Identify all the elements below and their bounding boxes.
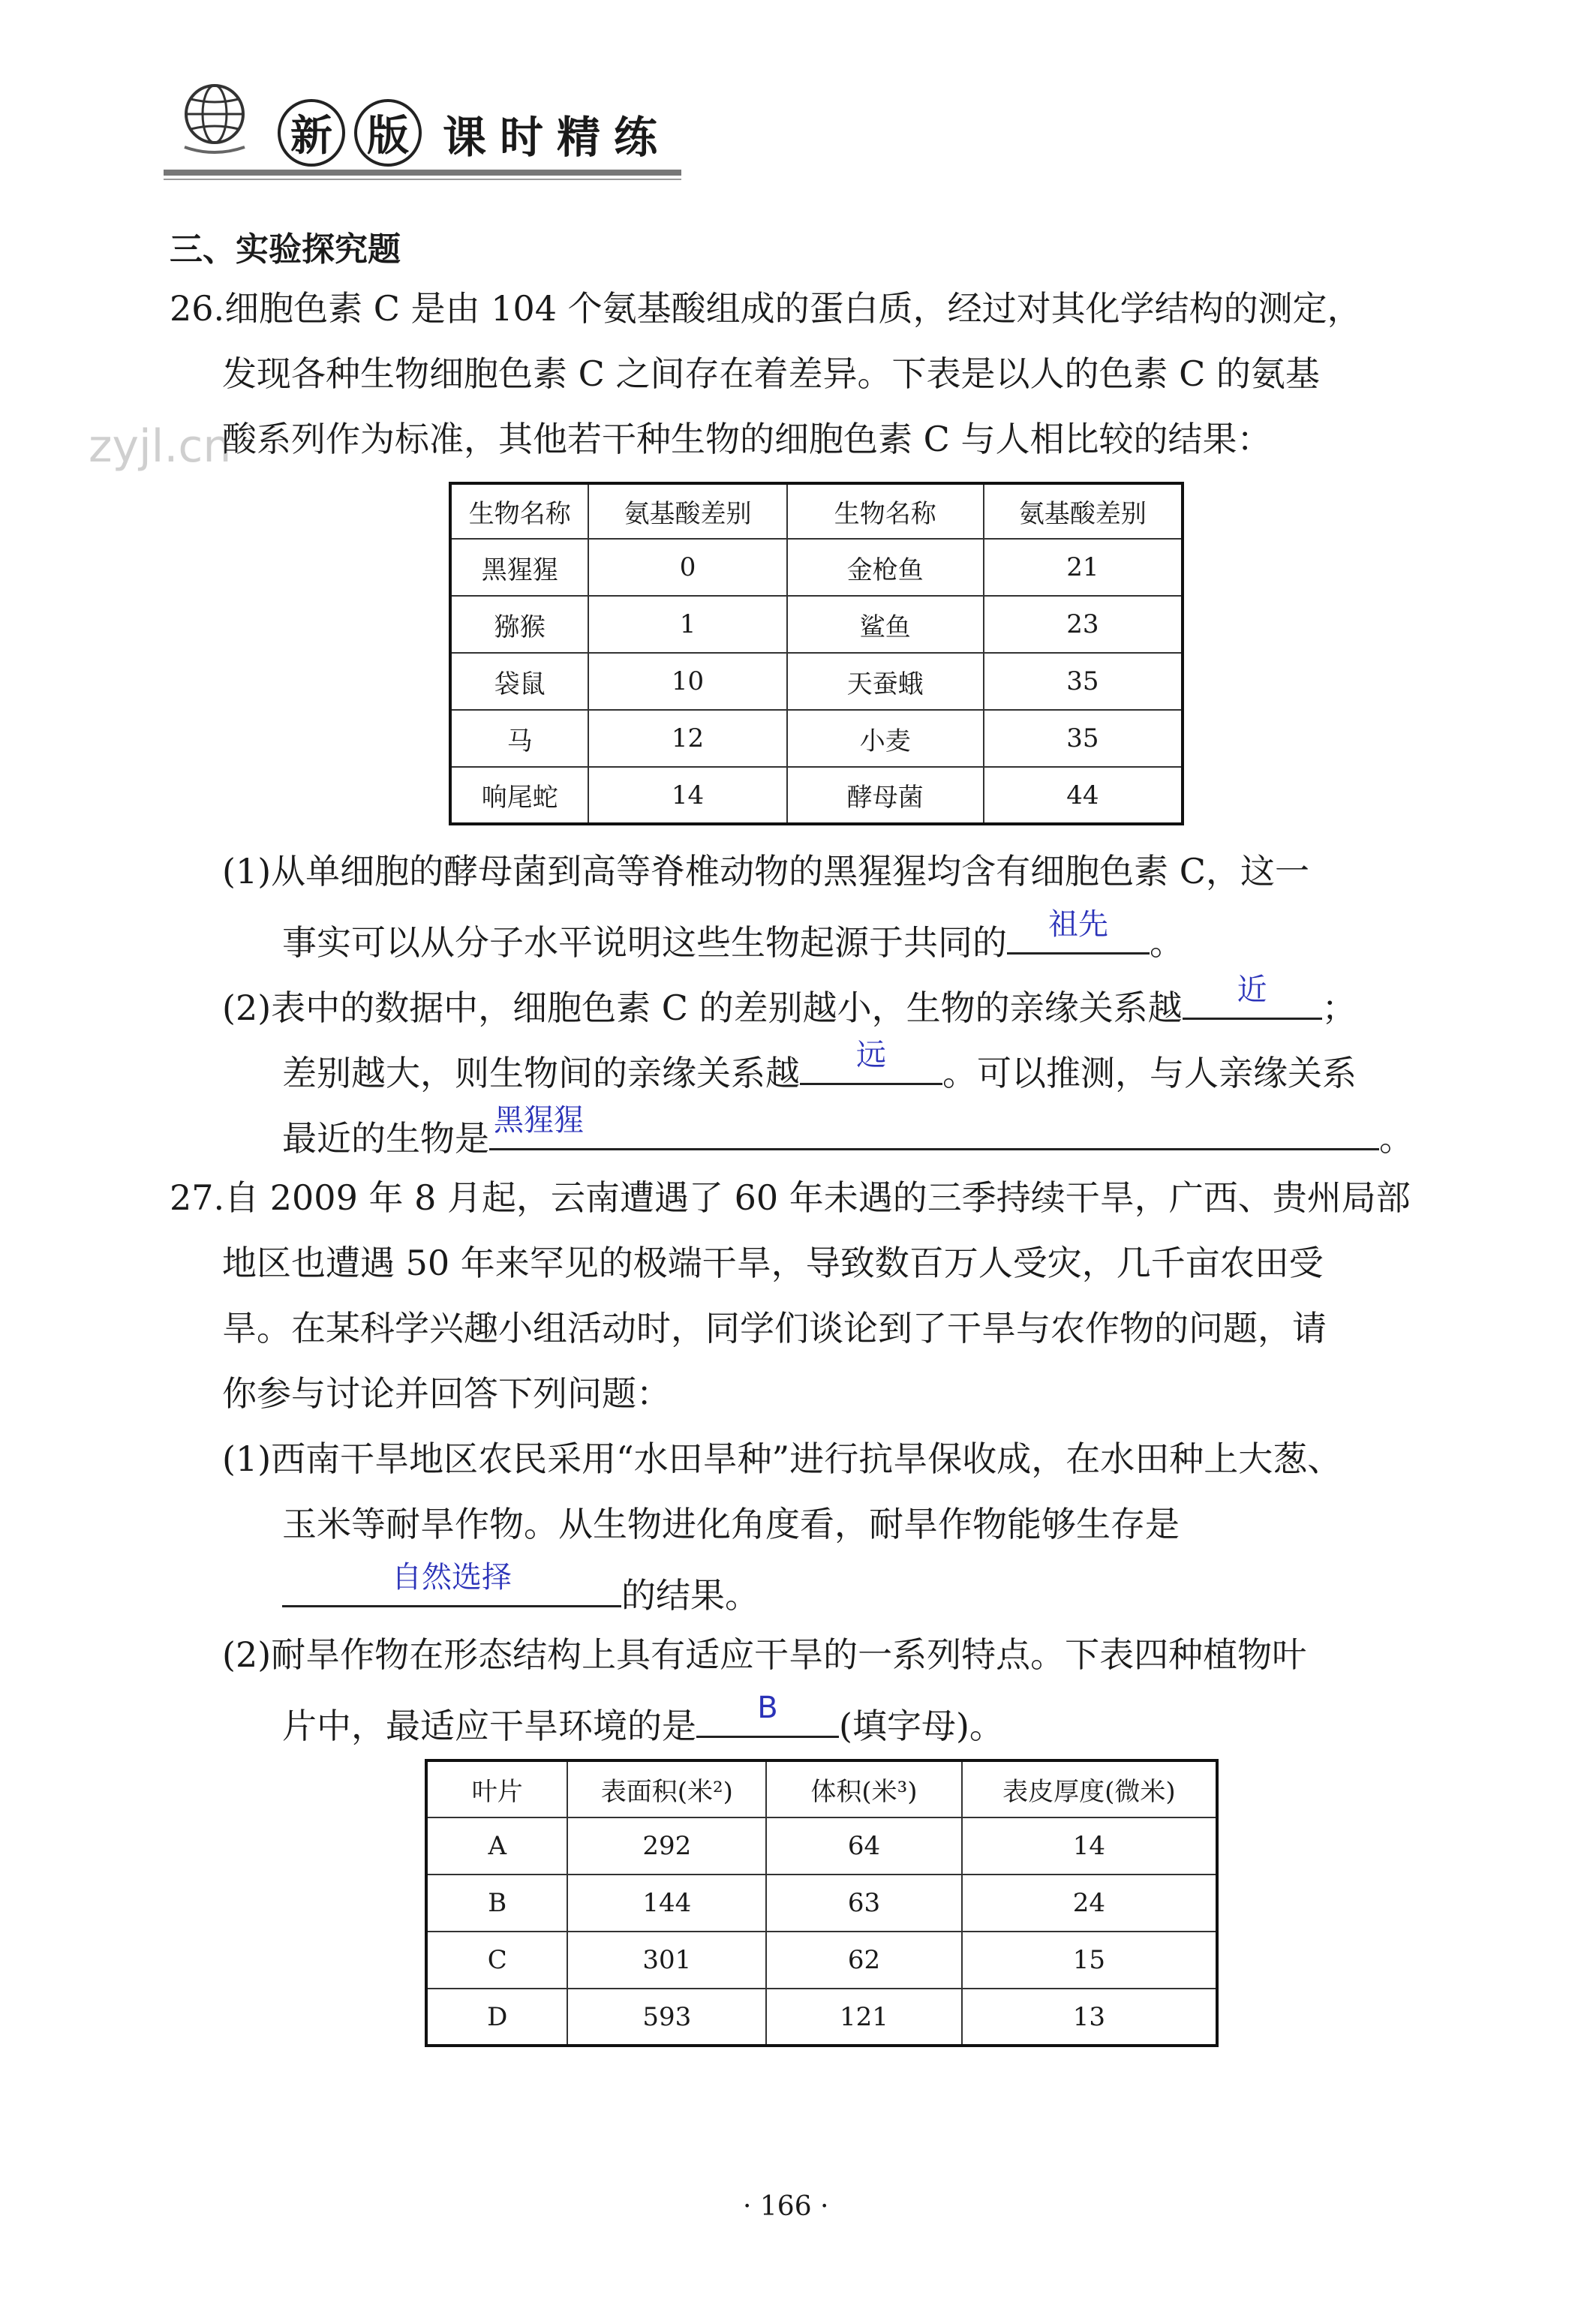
- table-cell: 24: [962, 1875, 1217, 1932]
- table-cell: 593: [567, 1989, 766, 2046]
- q27-sub2-text: 片中，最适应干旱环境的是: [282, 1706, 696, 1746]
- q26-sub2-text-1: (2)表中的数据中，细胞色素 C 的差别越小，生物的亲缘关系越: [222, 988, 1183, 1028]
- table-cell: 35: [984, 653, 1183, 710]
- q26-sub1-line-2: [282, 907, 1184, 966]
- header-rule: [164, 170, 681, 176]
- q26-sub2-text-3: 。可以推测，与人亲缘关系: [942, 1053, 1357, 1093]
- table-cell: 响尾蛇: [450, 767, 588, 824]
- table-cell: 金枪鱼: [787, 539, 984, 596]
- table-header-cell: 表面积(米²): [567, 1760, 766, 1817]
- table-row: [450, 653, 1183, 710]
- table-cell: 63: [766, 1875, 962, 1932]
- q27-sub2-line-1: (2)耐旱作物在形态结构上具有适应干旱的一系列特点。下表四种植物叶: [222, 1634, 1307, 1675]
- q26-sub2-line-1: [222, 973, 1357, 1031]
- table-header-cell: 表皮厚度(微米): [962, 1760, 1217, 1817]
- table-cell: 天蚕蛾: [787, 653, 984, 710]
- answer-leaf: B: [757, 1691, 778, 1725]
- q27-line-2: 地区也遭遇 50 年来罕见的极端干旱，导致数百万人受灾，几千亩农田受: [222, 1243, 1324, 1283]
- table-cell: 0: [588, 539, 786, 596]
- table-cell: 21: [984, 539, 1183, 596]
- table-cell: 62: [766, 1932, 962, 1989]
- table-row: [450, 539, 1183, 596]
- table-cell: 121: [766, 1989, 962, 2046]
- answer-blank-selection[interactable]: [282, 1560, 621, 1607]
- table-cell: 黑猩猩: [450, 539, 588, 596]
- header-badge-ban: 版: [354, 99, 422, 167]
- q26-line-3: 酸系列作为标准，其他若干种生物的细胞色素 C 与人相比较的结果：: [222, 419, 1272, 459]
- table-cell: 35: [984, 710, 1183, 767]
- table-cell: 292: [567, 1817, 766, 1875]
- leaf-table: [425, 1759, 1219, 2047]
- table-header-cell: 体积(米³): [766, 1760, 962, 1817]
- q26-line-2: 发现各种生物细胞色素 C 之间存在着差异。下表是以人的色素 C 的氨基: [222, 353, 1320, 394]
- table-cell: 酵母菌: [787, 767, 984, 824]
- q27-sub2-line-2: [282, 1691, 1004, 1749]
- q27-sub2-end: (填字母)。: [839, 1706, 1004, 1746]
- table-header-row: [450, 483, 1183, 539]
- table-cell: 44: [984, 767, 1183, 824]
- table-header-cell: 生物名称: [450, 483, 588, 539]
- q27-sub1-line-3: [282, 1560, 759, 1619]
- answer-blank-leaf[interactable]: [696, 1691, 839, 1738]
- table-row: [450, 596, 1183, 653]
- q26-line-1: 26.细胞色素 C 是由 104 个氨基酸组成的蛋白质，经过对其化学结构的测定，: [170, 288, 1362, 329]
- table-cell: 14: [962, 1817, 1217, 1875]
- header-badge-xin: 新: [278, 99, 345, 167]
- table-row: [450, 767, 1183, 824]
- table-header-row: [426, 1760, 1217, 1817]
- q27-sub1-line-2: 玉米等耐旱作物。从生物进化角度看，耐旱作物能够生存是: [282, 1504, 1180, 1544]
- table-header-cell: 氨基酸差别: [984, 483, 1183, 539]
- cytochrome-c-table: [449, 482, 1184, 825]
- table-cell: 马: [450, 710, 588, 767]
- answer-blank-ancestor[interactable]: [1007, 907, 1150, 955]
- table-header-cell: 氨基酸差别: [588, 483, 786, 539]
- table-cell: D: [426, 1989, 567, 2046]
- table-cell: 小麦: [787, 710, 984, 767]
- table-cell: 鲨鱼: [787, 596, 984, 653]
- q26-sub1-end: 。: [1150, 922, 1184, 963]
- answer-ancestor: 祖先: [1048, 907, 1108, 942]
- table-cell: 23: [984, 596, 1183, 653]
- answer-blank-farther[interactable]: [800, 1038, 942, 1085]
- q26-sub2-text-2: 差别越大，则生物间的亲缘关系越: [282, 1053, 800, 1093]
- q26-sub2-line-2: [282, 1038, 1357, 1096]
- table-cell: 猕猴: [450, 596, 588, 653]
- table-cell: 袋鼠: [450, 653, 588, 710]
- table-row: [450, 710, 1183, 767]
- answer-farther: 远: [856, 1038, 886, 1072]
- table-row: [426, 1817, 1217, 1875]
- q26-sub2-line-3: [282, 1103, 1414, 1162]
- table-cell: A: [426, 1817, 567, 1875]
- answer-closest: 黑猩猩: [494, 1103, 584, 1138]
- q26-sub1-line-1: (1)从单细胞的酵母菌到高等脊椎动物的黑猩猩均含有细胞色素 C，这一: [222, 851, 1309, 891]
- watermark: zyjl.cn: [89, 420, 232, 473]
- header-rule-thin: [164, 179, 681, 180]
- section-title: 三、实验探究题: [170, 230, 401, 269]
- globe-logo-icon: [180, 75, 249, 158]
- q27-line-1: 27.自 2009 年 8 月起，云南遭遇了 60 年未遇的三季持续干旱，广西、贵州局部: [170, 1177, 1411, 1218]
- q26-sub2-semicolon: ；: [1321, 988, 1357, 1028]
- table-cell: 64: [766, 1817, 962, 1875]
- q26-sub2-end: 。: [1379, 1118, 1414, 1159]
- table-cell: C: [426, 1932, 567, 1989]
- table-cell: 15: [962, 1932, 1217, 1989]
- table-cell: B: [426, 1875, 567, 1932]
- answer-blank-closer[interactable]: [1183, 973, 1322, 1020]
- table-cell: 10: [588, 653, 786, 710]
- q27-sub1-line-1: (1)西南干旱地区农民采用“水田旱种”进行抗旱保收成，在水田种上大葱、: [222, 1439, 1342, 1479]
- answer-closer: 近: [1237, 973, 1267, 1007]
- table-cell: 301: [567, 1932, 766, 1989]
- q27-sub1-end: 的结果。: [621, 1575, 759, 1616]
- header-title: 课时精练: [443, 112, 672, 163]
- table-cell: 1: [588, 596, 786, 653]
- table-cell: 144: [567, 1875, 766, 1932]
- table-cell: 13: [962, 1989, 1217, 2046]
- table-row: [426, 1989, 1217, 2046]
- table-cell: 12: [588, 710, 786, 767]
- answer-selection: 自然选择: [392, 1560, 512, 1595]
- q26-sub1-text: 事实可以从分子水平说明这些生物起源于共同的: [282, 922, 1007, 963]
- q27-line-3: 旱。在某科学兴趣小组活动时，同学们谈论到了干旱与农作物的问题，请: [222, 1308, 1327, 1348]
- table-header-cell: 生物名称: [787, 483, 984, 539]
- answer-blank-closest[interactable]: [489, 1103, 1379, 1150]
- page-number: · 166 ·: [743, 2191, 829, 2222]
- q26-sub2-text-4: 最近的生物是: [282, 1118, 489, 1159]
- q27-line-4: 你参与讨论并回答下列问题：: [222, 1373, 671, 1414]
- table-row: [426, 1932, 1217, 1989]
- table-row: [426, 1875, 1217, 1932]
- table-cell: 14: [588, 767, 786, 824]
- table-header-cell: 叶片: [426, 1760, 567, 1817]
